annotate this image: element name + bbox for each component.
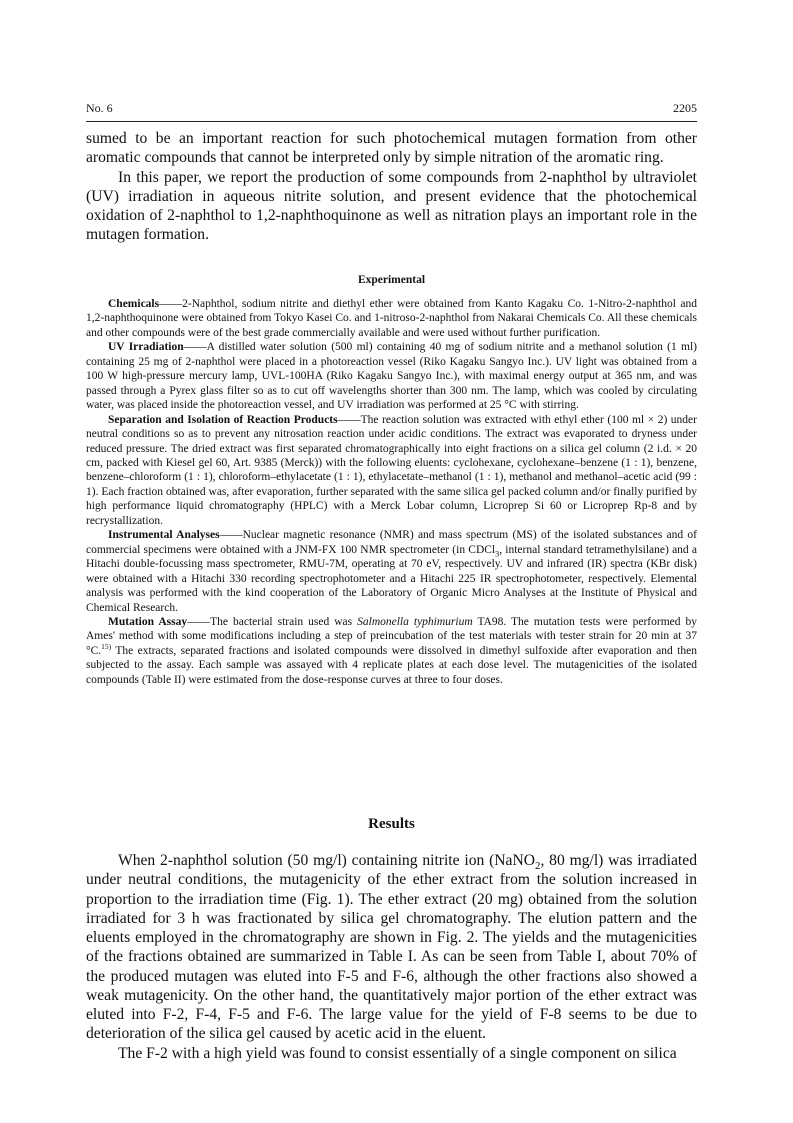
- results-text-b: , 80 mg/l) was irradiated under neutral conditions, the mutagenicity of the ether extract from the solution increased in proportion to the irradiation time (Fig. 1). The ether extract (20 mg) obtained from the solution irradiated for 3 h was fractionated by silica gel chromatography. The elution pattern and the eluents employed in the chromatography are shown in Fig. 2. The yields and the mutagenicities of the fractions obtained are summarized in Table I. As can be seen from Table I, about 70% of the produced mutagen was eluted into F-5 and F-6, although the other fractions also showed a weak mutagenicity. On the other hand, the quantitatively major portion of the ether extract was eluted into F-2, F-4, F-5 and F-6. The large value for the yield of F-8 seems to be due to deterioration of the silica gel caused by acetic acid in the eluent.: [86, 852, 697, 1043]
- intro-paragraph-2: In this paper, we report the production of some compounds from 2-naphthol by ultraviolet (UV) irradiation in aqueous nitrite solution, and present evidence that the photochemical oxidation of 2-naphthol to 1,2-naphthoquinone as well as nitration plays an important role in the mutagen formation.: [86, 168, 697, 244]
- uv-irradiation-text: ——A distilled water solution (500 ml) containing 40 mg of sodium nitrite and a methanol solution (1 ml) containing 25 mg of 2-naphthol were placed in a photoreaction vessel (Riko Kagaku Sangyo Inc.). UV light was obtained from a 100 W high-pressure mercury lamp, UVL-100HA (Riko Kagaku Sangyo Inc.), with maximal energy output at 365 nm, and was passed through a Pyrex glass filter so as to cut off wavelengths shorter than 300 nm. The lamp, which was cooled by circulating water, was placed inside the photoreaction vessel, and UV irradiation was performed at 25 °C with stirring.: [86, 341, 697, 412]
- instrumental-paragraph: [86, 528, 697, 615]
- uv-irradiation-heading: UV Irradiation: [108, 341, 184, 354]
- mutation-assay-heading: Mutation Assay: [108, 615, 188, 628]
- strain-name: Salmonella typhimurium: [357, 615, 473, 628]
- uv-irradiation-paragraph: [86, 340, 697, 412]
- separation-paragraph: [86, 413, 697, 529]
- chemicals-heading: Chemicals: [108, 298, 160, 310]
- page-number: 2205: [673, 101, 697, 115]
- results-section: [86, 851, 697, 1063]
- mutation-assay-text-c: The extracts, separated fractions and isolated compounds were dissolved in dimethyl sulfoxide after evaporation and then subjected to the assay. Each sample was assayed with 4 replicate plates at each dose level. The mutagenicities of the isolated compounds (Table II) were estimated from the dose-response curves at three to four doses.: [86, 644, 697, 686]
- results-subscript: 2: [535, 860, 541, 873]
- instrumental-text-b: , internal standard tetramethylsilane) and a Hitachi double-focussing mass spectrometer, RMU-7M, operating at 70 eV, respectively. UV and infrared (IR) spectra (KBr disk) were obtained with a Hitachi 330 recording spectrophotometer and a Hitachi 225 IR spectrophotometer, respectively. Elemental analysis was performed with the kind cooperation of the Laboratory of Organic Micro Analyses at the Institute of Physical and Chemical Research.: [86, 543, 698, 614]
- journal-issue: No. 6: [86, 101, 113, 115]
- results-paragraph-1: [86, 851, 697, 1044]
- intro-section: [86, 129, 697, 245]
- instrumental-text-a: ——Nuclear magnetic resonance (NMR) and mass spectrum (MS) of the isolated substances and of commercial specimens were obtained with a JNM-FX 100 NMR spectrometer (in CDCl: [86, 529, 697, 556]
- header-rule: [86, 121, 697, 122]
- chemicals-text: ——2-Naphthol, sodium nitrite and diethyl ether were obtained from Kanto Kagaku Co. 1-Nitro-2-naphthol and 1,2-naphthoquinone were obtained from Tokyo Kasei Co. and 1-nitroso-2-naphthol from Nakarai Chemicals Co. All these chemicals and other compounds were of the best grade commercially available and were used without further purification.: [86, 298, 697, 339]
- mutation-assay-text-b: TA98. The mutation tests were performed by Ames' method with some modifications including a step of preincubation of the test materials with tester strain for 20 min at 37 °C.: [86, 615, 697, 657]
- instrumental-heading: Instrumental Analyses: [108, 529, 220, 542]
- results-paragraph-2: The F-2 with a high yield was found to consist essentially of a single component on silica: [118, 1044, 677, 1062]
- results-text-a: When 2-naphthol solution (50 mg/l) containing nitrite ion (NaNO: [118, 852, 536, 869]
- intro-paragraph-1: sumed to be an important reaction for such photochemical mutagen formation from other aromatic compounds that cannot be interpreted only by simple nitration of the aromatic ring.: [86, 130, 697, 167]
- mutation-assay-text-a: ——The bacterial strain used was: [187, 615, 358, 628]
- instrumental-subscript: 3: [495, 549, 500, 558]
- experimental-section: [86, 297, 697, 687]
- results-heading: Results: [368, 816, 415, 832]
- separation-heading: Separation and Isolation of Reaction Products: [108, 413, 338, 426]
- mutation-assay-paragraph: [86, 615, 697, 687]
- experimental-heading: Experimental: [357, 274, 426, 286]
- chemicals-paragraph: [86, 297, 697, 340]
- separation-text: ——The reaction solution was extracted with ethyl ether (100 ml × 2) under neutral conditions so as to prevent any nitrosation reaction under acidic conditions. The extract was evaporated to dryness under reduced pressure. The dried extract was first separated chromatographically into eight fractions on a silica gel column (2 i.d. × 20 cm, packed with Kiesel gel 60, Art. 9385 (Merck)) with the following eluents: cyclohexane, cyclohexane–benzene (1 : 1), benzene, benzene–chloroform (1 : 1), chloroform–ethylacetate (1 : 1), ethylacetate–methanol (1 : 1), methanol and methanol–acetic acid (99 : 1). Each fraction obtained was, after evaporation, further separated with the same silica gel packed column and/or finally purified by high performance liquid chromatography (HPLC) with a Merck Lobar column, Licroprep Si 60 or Licroprep Rp-8 and by recrystallization.: [86, 413, 697, 527]
- reference-marker: 15): [101, 642, 112, 652]
